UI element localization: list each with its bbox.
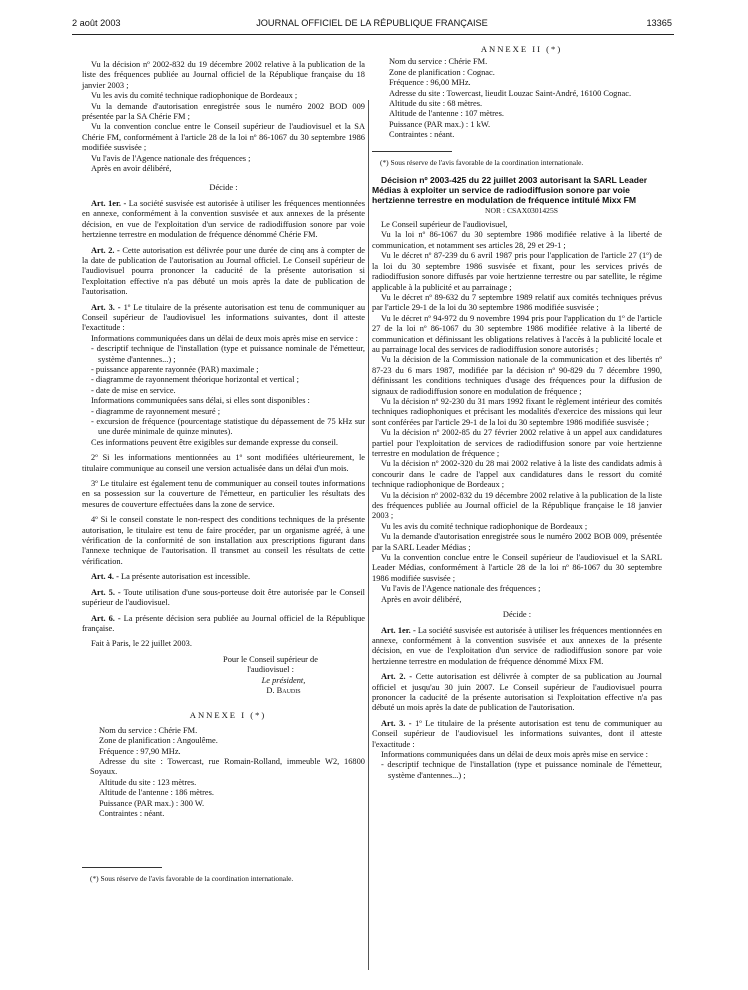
right-annex-list (372, 57, 662, 140)
left-vu-6: Après en avoir délibéré, (91, 164, 172, 174)
right-vu-9: Vu la décision nº 2002-832 du 19 décembre 2002 relative à la publication de la liste des fréquences publiée au Journal officiel de la République française le 18 janvier 2003 ; (372, 490, 662, 521)
right-vu-13: Vu l'avis de l'Agence nationale des fréquences ; (381, 584, 541, 594)
right-vu-14: Après en avoir délibéré, (381, 594, 462, 604)
left-exigibles: Ces informations peuvent être exigibles sur demande expresse du conseil. (91, 437, 338, 447)
column-divider (368, 100, 369, 970)
right-art1-label: Art. 1er. - (381, 625, 416, 635)
left-annex-item: Puissance (PAR max.) : 300 W. (99, 798, 205, 808)
left-column (82, 60, 365, 883)
left-annex-item: Nom du service : Chérie FM. (99, 725, 198, 735)
left-annex-item: Adresse du site : Towercast, rue Romain-Rolland, immeuble W2, 16800 Soyaux. (90, 756, 365, 777)
right-art3-text: 1º Le titulaire de la présente autorisation est tenu de communiquer au Conseil supérieur de l'audiovisuel les informations suivantes, dont il atteste l'exactitude : (372, 718, 663, 749)
right-footnote-rule (372, 151, 452, 152)
right-annex-item: Adresse du site : Towercast, lieudit Louzac Saint-André, 16100 Cognac. (389, 88, 632, 98)
left-signature-line1: Pour le Conseil supérieur de l'audiovisuel : (223, 654, 318, 675)
left-footnote: (*) Sous réserve de l'avis favorable de la coordination internationale. (90, 874, 294, 884)
right-vu-6: Vu la décision nº 92-230 du 31 mars 1992 fixant le règlement intérieur des comités techniques radiophoniques et précisant les modalités d'exercice des missions qui leur sont conférées par l'article 29-1 de la loi du 30 septembre 1986 modifiée susvisée ; (372, 396, 662, 427)
right-annex-item: Zone de planification : Cognac. (389, 67, 495, 77)
right-decide: Décide : (502, 610, 532, 620)
right-annex-item: Nom du service : Chérie FM. (389, 57, 488, 67)
left-art2-text: Cette autorisation est délivrée pour une durée de cinq ans à compter de la date de publication de l'autorisation au Journal officiel. Le Conseil supérieur de l'audiovisuel pourra prononcer la caducité de la présente autorisation si l'exploitation effective n'a pas débuté un mois après la date de publication de l'autorisation. (82, 245, 365, 297)
left-annex-title: ANNEXE I (*) (189, 710, 267, 721)
page-header (72, 18, 672, 32)
right-list1-item: - descriptif technique de l'installation (type et puissance nominale de l'émetteur, système d'antennes...) ; (381, 760, 662, 780)
left-art1-text: La société susvisée est autorisée à utiliser les fréquences mentionnées en annexe, conformément à la convention susvisée et aux annexes de la présente décision, en vue de l'exploitation d'un service de radiodiffusion sonore par voie hertzienne terrestre en modulation de fréquence dénommé Chérie FM. (82, 198, 365, 240)
left-annex-item: Zone de planification : Angoulême. (99, 736, 218, 746)
right-vu-3: Vu le décret nº 89-632 du 7 septembre 1989 relatif aux comités techniques prévus par l'article 29-1 de la loi du 30 septembre 1986 modifiée susvisée ; (372, 292, 662, 313)
left-list1-item: - puissance apparente rayonnée (PAR) maximale ; (91, 364, 259, 374)
left-para-2: 2º Si les informations mentionnées au 1º sont modifiées ultérieurement, le titulaire communique au conseil une version actualisée dans un délai d'un mois. (82, 453, 365, 473)
right-footnote: (*) Sous réserve de l'avis favorable de la coordination internationale. (380, 157, 584, 167)
right-annex-item: Altitude du site : 68 mètres. (389, 99, 483, 109)
left-art1-label: Art. 1er. - (91, 198, 127, 208)
left-list1-item: - diagramme de rayonnement théorique horizontal et vertical ; (91, 375, 299, 385)
left-vu-4: Vu la convention conclue entre le Conseil supérieur de l'audiovisuel et la SA Chérie FM, conformément à l'article 28 de la loi nº 86-1067 du 30 septembre 1986 modifiée susvisée ; (82, 122, 365, 153)
right-column (372, 44, 662, 781)
left-annex-item: Altitude de l'antenne : 186 mètres. (99, 788, 215, 798)
left-annex-item: Altitude du site : 123 mètres. (99, 777, 197, 787)
right-vu-7: Vu la décision nº 2002-85 du 27 février 2002 relative à un appel aux candidatures partiel pour l'exploitation de services de radiodiffusion sonore par voie hertzienne terrestre en modulation de fréquence ; (372, 428, 662, 458)
left-art2-label: Art. 2. - (91, 245, 120, 255)
header-rule (72, 34, 674, 35)
right-art1-text: La société susvisée est autorisée à utiliser les fréquences mentionnées en annexe, conformément à la convention susvisée et aux annexes de la présente décision, en vue de l'exploitation d'un service de radiodiffusion sonore par voie hertzienne terrestre en modulation de fréquence dénommé Mixx FM. (372, 625, 662, 666)
left-footnote-rule (82, 867, 162, 868)
left-annex-item: Fréquence : 97,90 MHz. (99, 746, 181, 756)
right-annex-item: Altitude de l'antenne : 107 mètres. (389, 109, 505, 119)
left-art6-text: La présente décision sera publiée au Journal officiel de la République française. (82, 613, 365, 633)
left-list1-item: - descriptif technique de l'installation (type et puissance nominale de l'émetteur, système d'antennes...) ; (91, 344, 365, 364)
right-annex-title: ANNEXE II (*) (480, 44, 563, 54)
left-annex-list (82, 726, 365, 820)
right-annex-item: Puissance (PAR max.) : 1 kW. (389, 119, 491, 129)
left-annex-item: Contraintes : néant. (99, 809, 165, 818)
left-signature-name: D. Baudis (266, 685, 301, 695)
left-info-two-months: Informations communiquées dans un délai de deux mois après mise en service : (91, 333, 358, 343)
right-annex-item: Contraintes : néant. (389, 130, 455, 140)
left-art5-label: Art. 5. - (91, 587, 121, 597)
right-info-two-months: Informations communiquées dans un délai de deux mois après mise en service : (381, 749, 648, 759)
right-annex-item: Fréquence : 96,00 MHz. (389, 78, 471, 88)
left-vu-3: Vu la demande d'autorisation enregistrée sous le numéro 2002 BOD 009 présentée par la SA Chérie FM ; (82, 101, 365, 122)
right-vu-2: Vu le décret nº 87-239 du 6 avril 1987 pris pour l'application de l'article 27 (1º) de la loi du 30 septembre 1986 susvisée et fixant, pour les services privés de radiodiffusion sonore diffusés par voie hertzienne terrestre ou par satellite, le régime applicable à la publicité et au parrainage ; (372, 251, 662, 292)
left-signature-line2: Le président, (261, 675, 306, 685)
left-fait: Fait à Paris, le 22 juillet 2003. (91, 639, 192, 649)
right-art2-text: Cette autorisation est délivrée à compter de sa publication au Journal officiel et jusqu'au 30 juin 2007. Le Conseil supérieur de l'audiovisuel pourra prononcer la caducité de la présente autorisation si l'exploitation effective n'a pas débuté un mois après la date de publication de l'autorisation. (372, 672, 663, 713)
header-page-number: 13365 (646, 18, 672, 28)
left-list2-item: - excursion de fréquence (pourcentage statistique du dépassement de 75 kHz sur une durée minimale de quinze minutes). (91, 417, 365, 437)
left-list2-item: - diagramme de rayonnement mesuré ; (91, 406, 221, 416)
right-vu-1: Vu la loi nº 86-1067 du 30 septembre 1986 modifiée relative à la liberté de communication, et notamment ses articles 28, 29 et 29-1 ; (372, 230, 662, 250)
left-decide: Décide : (209, 183, 238, 193)
left-vu-1: Vu la décision nº 2002-832 du 19 décembre 2002 relative à la publication de la liste des fréquences publiée au Journal officiel de la République française du 18 janvier 2003 ; (82, 60, 365, 90)
left-art3-text: 1º Le titulaire de la présente autorisation est tenu de communiquer au Conseil supérieur de l'audiovisuel les informations suivantes, dont il atteste l'exactitude : (82, 302, 366, 333)
left-para-4: 4º Si le conseil constate le non-respect des conditions techniques de la présente autorisation, le titulaire est tenu de faire procéder, par un organisme agréé, à une vérification de la conformité de son installation aux prescriptions figurant dans l'annexe technique de l'autorisation. Il transmet au conseil les résultats de cette vérification. (82, 515, 365, 566)
right-vu-5: Vu la décision de la Commission nationale de la communication et des libertés nº 87-23 du 6 mars 1987, modifiée par la décision nº 90-829 du 7 décembre 1990, définissant les conditions techniques d'usage des fréquences pour la diffusion de signaux de radiodiffusion sonore en modulation de fréquence ; (372, 355, 662, 396)
right-vu-11: Vu la demande d'autorisation enregistrée sous le numéro 2002 BOB 009, présentée par la SARL Leader Médias ; (372, 532, 662, 552)
right-art2-label: Art. 2. - (381, 672, 413, 682)
left-art4-text: La présente autorisation est incessible. (121, 572, 251, 582)
right-vu-10: Vu les avis du comité technique radiophonique de Bordeaux ; (381, 521, 588, 531)
right-vu-4: Vu le décret nº 94-972 du 9 novembre 1994 pris pour l'application du 1º de l'article 27 de la loi nº 86-1067 du 30 septembre 1986 modifiée relative à la liberté de communication et définissant les obligations relatives à l'accès à la publicité locale et au parrainage local des services de radiodiffusion sonore autorisés ; (372, 313, 662, 354)
right-vu-8: Vu la décision nº 2002-320 du 28 mai 2002 relative à la liste des candidats admis à concourir dans le cadre de l'appel aux candidatures dans le ressort du comité technique radiophonique de Bordeaux ; (372, 459, 662, 490)
right-intro: Le Conseil supérieur de l'audiovisuel, (381, 220, 508, 230)
left-vu-5: Vu l'avis de l'Agence nationale des fréquences ; (91, 153, 251, 163)
left-list1-item: - date de mise en service. (91, 385, 176, 395)
right-decision-title: Décision nº 2003-425 du 22 juillet 2003 autorisant la SARL Leader Médias à exploiter un service de radiodiffusion sonore par voie hertzienne terrestre en modulation de fréquence intitulé Mixx FM (372, 174, 648, 205)
left-art4-label: Art. 4. - (91, 572, 119, 582)
left-art5-text: Toute utilisation d'une sous-porteuse doit être autorisée par le Conseil supérieur de l'audiovisuel. (82, 587, 365, 608)
right-art3-label: Art. 3. - (381, 718, 412, 728)
header-date: 2 août 2003 (72, 18, 121, 28)
right-vu-12: Vu la convention conclue entre le Conseil supérieur de l'audiovisuel et la SARL Leader Médias, conformément à l'article 28 de la loi nº 86-1067 du 30 septembre 1986 modifiée susvisée ; (372, 553, 662, 583)
left-info-no-delay: Informations communiquées sans délai, si elles sont disponibles : (91, 396, 310, 406)
left-art6-label: Art. 6. - (91, 613, 121, 623)
right-nor-reference: NOR : CSAX0301425S (485, 205, 558, 215)
left-art3-label: Art. 3. - (91, 302, 121, 312)
header-journal-title: JOURNAL OFFICIEL DE LA RÉPUBLIQUE FRANÇAISE (256, 18, 488, 28)
left-para-3: 3º Le titulaire est également tenu de communiquer au conseil toutes informations en sa possession sur la couverture de l'émetteur, en particulier les résultats des mesures de couverture effectuées dans la zone de service. (82, 479, 365, 509)
left-vu-2: Vu les avis du comité technique radiophonique de Bordeaux ; (91, 91, 298, 101)
